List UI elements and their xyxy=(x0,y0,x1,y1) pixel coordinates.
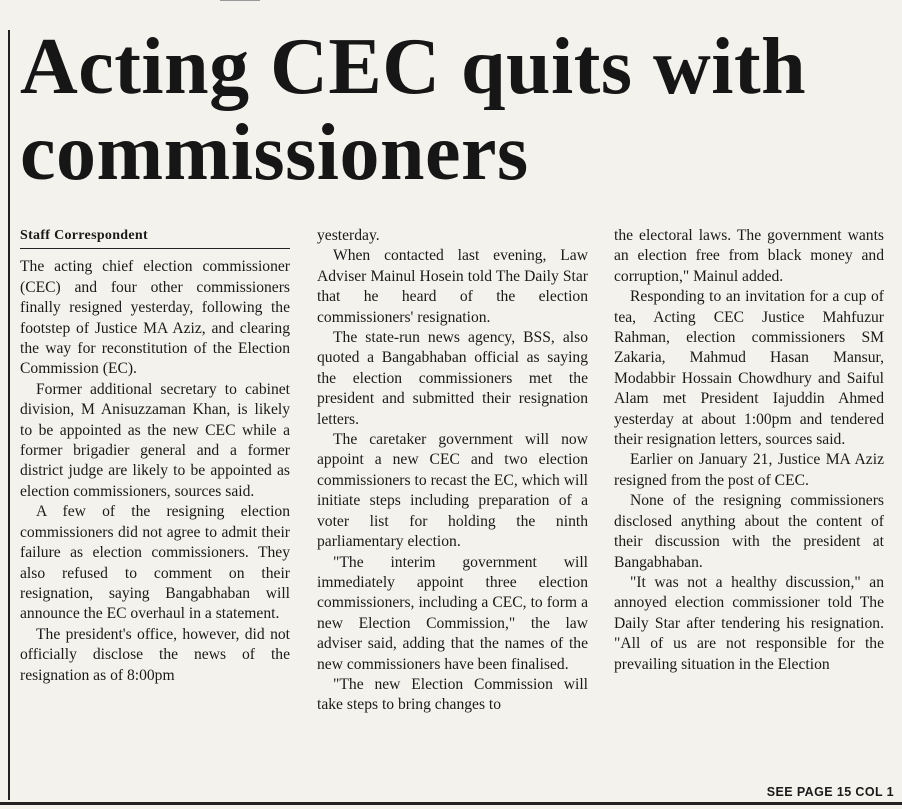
paragraph: None of the resigning commissioners disclosed anything about the content of their discussion with the president at Bangabhaban. xyxy=(614,492,884,571)
paragraph: Former additional secretary to cabinet division, M Anisuzzaman Khan, is likely to be appointed as the new CEC while a former brigadier general and a former district judge are likely to be appointed as election commissioners, sources said. xyxy=(20,380,290,500)
paragraph: "The interim government will immediately appoint three election commissioners, including a CEC, to form a new Election Commission," the law adviser said, adding that the names of the new commissioners have been finalised. xyxy=(317,553,588,673)
bottom-rule xyxy=(0,802,902,805)
paragraph: Responding to an invitation for a cup of tea, Acting CEC Justice Mahfuzur Rahman, election commissioners SM Zakaria, Mahmud Hasan Mansur, Modabbir Hossain Chowdhury and Saiful Alam met President Iajuddin Ahmed yesterday at about 1:00pm and tendered their resignation letters, sources said. xyxy=(614,288,884,449)
paragraph: "The new Election Commission will take steps to bring changes to xyxy=(317,675,588,714)
continuation-note: SEE PAGE 15 COL 1 xyxy=(766,785,894,799)
article-column-2 xyxy=(317,226,588,802)
article-column-1 xyxy=(20,226,290,802)
byline: Staff Correspondent xyxy=(20,226,290,249)
paragraph: The acting chief election commissioner (CEC) and four other commissioners finally resigned yesterday, following the footstep of Justice MA Aziz, and clearing the way for reconstitution of the Election Commission (EC). xyxy=(20,258,290,378)
paragraph: When contacted last evening, Law Adviser Mainul Hosein told The Daily Star that he heard of the election commissioners' resignation. xyxy=(317,247,588,326)
paragraph: the electoral laws. The government wants an election free from black money and corruption," Mainul added. xyxy=(614,227,884,285)
headline: Acting CEC quits with commissioners xyxy=(20,23,807,197)
paragraph: "It was not a healthy discussion," an annoyed election commissioner told The Daily Star after tendering his resignation. "All of us are not responsible for the prevailing situation in the Election xyxy=(614,573,884,673)
paragraph: yesterday. xyxy=(317,227,380,244)
paragraph: Earlier on January 21, Justice MA Aziz resigned from the post of CEC. xyxy=(614,451,884,489)
paragraph: The state-run news agency, BSS, also quoted a Bangabhaban official as saying the election commissioners met the president and submitted their resignation letters. xyxy=(317,329,588,428)
paragraph: The caretaker government will now appoint a new CEC and two election commissioners to recast the EC, which will initiate steps including preparation of a voter list for holding the ninth parliamentary election. xyxy=(317,431,588,551)
article-column-3 xyxy=(614,226,884,802)
paragraph: A few of the resigning election commissioners did not agree to admit their failure as election commissioners. They also refused to comment on their resignation, saying Bangabhaban will announce the EC overhaul in a statement. xyxy=(20,503,290,623)
paragraph: The president's office, however, did not officially disclose the news of the resignation as of 8:00pm xyxy=(20,625,290,684)
top-edge-line xyxy=(220,0,260,1)
column-rule-left xyxy=(8,30,10,800)
article-body xyxy=(20,226,890,802)
